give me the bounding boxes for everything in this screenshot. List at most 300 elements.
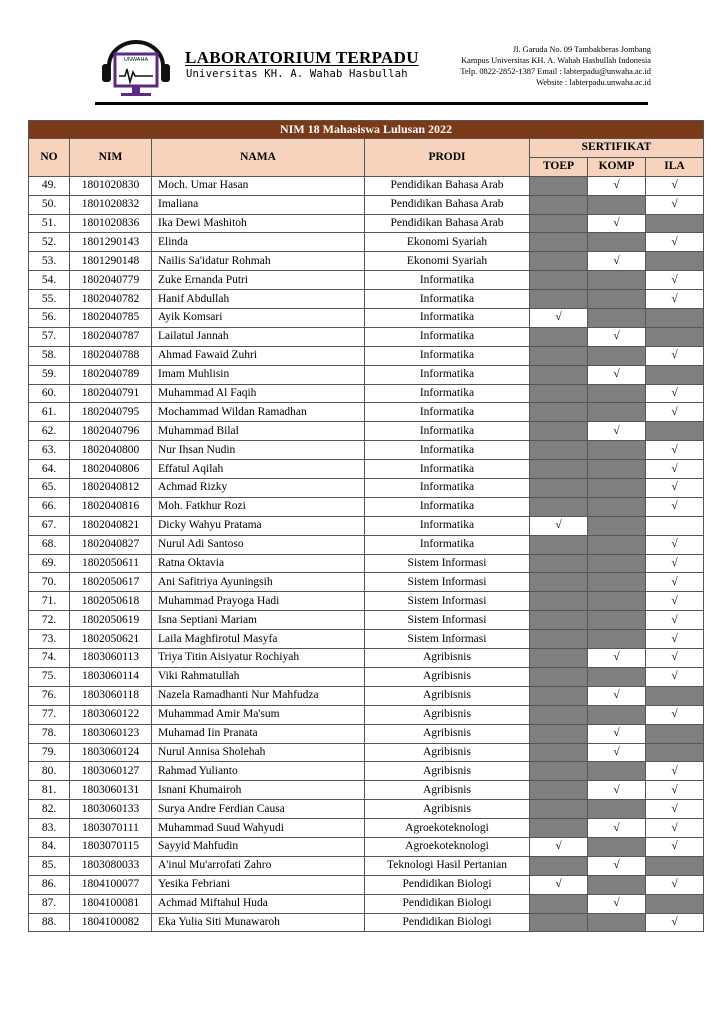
row-nim: 1802040789 [70, 365, 152, 384]
row-prodi: Agroekoteknologi [365, 837, 530, 856]
table-row [29, 233, 704, 252]
cert-ila-cell: √ [646, 290, 704, 309]
cert-ila-cell: √ [646, 611, 704, 630]
cert-ila-cell: √ [646, 441, 704, 460]
row-nim: 1802040795 [70, 403, 152, 422]
cert-ila-cell: √ [646, 384, 704, 403]
row-prodi: Informatika [365, 441, 530, 460]
cert-toep-cell [530, 497, 588, 516]
cert-komp-cell [588, 441, 646, 460]
row-prodi: Informatika [365, 516, 530, 535]
cert-komp-cell [588, 233, 646, 252]
table-row [29, 422, 704, 441]
cert-toep-cell [530, 762, 588, 781]
cert-komp-cell: √ [588, 724, 646, 743]
col-header-no: NO [29, 139, 70, 177]
table-row [29, 611, 704, 630]
row-name: Moch. Umar Hasan [152, 176, 365, 195]
cert-ila-cell: √ [646, 630, 704, 649]
cert-toep-cell [530, 441, 588, 460]
row-nim: 1801020830 [70, 176, 152, 195]
row-number: 86. [29, 875, 70, 894]
row-number: 79. [29, 743, 70, 762]
cert-ila-cell: √ [646, 176, 704, 195]
cert-ila-cell: √ [646, 837, 704, 856]
row-nim: 1803080033 [70, 856, 152, 875]
row-prodi: Agribisnis [365, 781, 530, 800]
col-header-ila: ILA [646, 157, 704, 176]
row-prodi: Informatika [365, 460, 530, 479]
row-name: Rahmad Yulianto [152, 762, 365, 781]
row-name: Imaliana [152, 195, 365, 214]
row-name: Isnani Khumairoh [152, 781, 365, 800]
cert-toep-cell [530, 290, 588, 309]
row-prodi: Agribisnis [365, 705, 530, 724]
cert-toep-cell [530, 781, 588, 800]
row-prodi: Sistem Informasi [365, 611, 530, 630]
row-nim: 1804100077 [70, 875, 152, 894]
row-number: 83. [29, 819, 70, 838]
cert-toep-cell [530, 384, 588, 403]
row-nim: 1802050618 [70, 592, 152, 611]
row-nim: 1802050611 [70, 554, 152, 573]
col-header-nama: NAMA [152, 139, 365, 177]
table-row [29, 309, 704, 328]
row-name: Isna Septiani Mariam [152, 611, 365, 630]
row-name: Ahmad Fawaid Zuhri [152, 346, 365, 365]
cert-ila-cell: √ [646, 554, 704, 573]
table-row [29, 479, 704, 498]
cert-komp-cell [588, 516, 646, 535]
cert-toep-cell: √ [530, 837, 588, 856]
row-number: 82. [29, 800, 70, 819]
cert-komp-cell [588, 762, 646, 781]
row-nim: 1801020832 [70, 195, 152, 214]
cert-ila-cell: √ [646, 479, 704, 498]
cert-ila-cell: √ [646, 403, 704, 422]
cert-toep-cell [530, 479, 588, 498]
cert-ila-cell [646, 422, 704, 441]
cert-toep-cell [530, 592, 588, 611]
cert-toep-cell [530, 365, 588, 384]
row-name: Effatul Aqilah [152, 460, 365, 479]
table-row [29, 195, 704, 214]
lab-title: LABORATORIUM TERPADU [185, 48, 419, 67]
cert-toep-cell [530, 554, 588, 573]
cert-ila-cell: √ [646, 649, 704, 668]
row-number: 70. [29, 573, 70, 592]
row-number: 59. [29, 365, 70, 384]
address-line: Jl. Garuda No. 09 Tambakberas Jombang [512, 45, 651, 54]
website-line: Website : labterpadu.unwaha.ac.id [536, 78, 651, 87]
row-name: Imam Muhlisin [152, 365, 365, 384]
cert-komp-cell: √ [588, 743, 646, 762]
cert-komp-cell [588, 573, 646, 592]
row-name: Muhammad Al Faqih [152, 384, 365, 403]
col-header-nim: NIM [70, 139, 152, 177]
cert-komp-cell: √ [588, 252, 646, 271]
row-name: Lailatul Jannah [152, 327, 365, 346]
row-name: Nurul Adi Santoso [152, 535, 365, 554]
cert-komp-cell: √ [588, 327, 646, 346]
cert-toep-cell [530, 403, 588, 422]
cert-toep-cell [530, 195, 588, 214]
row-prodi: Informatika [365, 403, 530, 422]
table-row [29, 252, 704, 271]
row-prodi: Informatika [365, 365, 530, 384]
row-nim: 1802040796 [70, 422, 152, 441]
table-row [29, 497, 704, 516]
cert-ila-cell: √ [646, 592, 704, 611]
cert-komp-cell [588, 535, 646, 554]
row-name: Dicky Wahyu Pratama [152, 516, 365, 535]
table-row [29, 686, 704, 705]
cert-komp-cell: √ [588, 894, 646, 913]
row-prodi: Informatika [365, 290, 530, 309]
row-nim: 1802040821 [70, 516, 152, 535]
row-name: Muhammad Suud Wahyudi [152, 819, 365, 838]
row-nim: 1802040785 [70, 309, 152, 328]
row-name: Nurul Annisa Sholehah [152, 743, 365, 762]
table-row [29, 592, 704, 611]
row-nim: 1803060127 [70, 762, 152, 781]
row-name: Eka Yulia Siti Munawaroh [152, 913, 365, 932]
cert-ila-cell: √ [646, 195, 704, 214]
row-prodi: Informatika [365, 346, 530, 365]
row-prodi: Agribisnis [365, 649, 530, 668]
row-name: Surya Andre Ferdian Causa [152, 800, 365, 819]
row-prodi: Agribisnis [365, 743, 530, 762]
table-row [29, 327, 704, 346]
cert-toep-cell: √ [530, 309, 588, 328]
row-number: 81. [29, 781, 70, 800]
table-row [29, 365, 704, 384]
cert-komp-cell: √ [588, 649, 646, 668]
row-prodi: Agribisnis [365, 724, 530, 743]
row-prodi: Pendidikan Biologi [365, 875, 530, 894]
cert-komp-cell [588, 875, 646, 894]
cert-ila-cell [646, 516, 704, 535]
table-row [29, 705, 704, 724]
cert-toep-cell [530, 573, 588, 592]
row-nim: 1802040827 [70, 535, 152, 554]
cert-ila-cell: √ [646, 762, 704, 781]
cert-ila-cell [646, 724, 704, 743]
row-number: 57. [29, 327, 70, 346]
header-divider [95, 102, 648, 105]
cert-toep-cell [530, 535, 588, 554]
cert-komp-cell [588, 460, 646, 479]
row-prodi: Agroekoteknologi [365, 819, 530, 838]
cert-komp-cell [588, 346, 646, 365]
row-number: 84. [29, 837, 70, 856]
row-number: 65. [29, 479, 70, 498]
row-name: Ayik Komsari [152, 309, 365, 328]
cert-ila-cell [646, 856, 704, 875]
row-nim: 1803060123 [70, 724, 152, 743]
row-number: 49. [29, 176, 70, 195]
cert-komp-cell [588, 913, 646, 932]
cert-toep-cell [530, 630, 588, 649]
address-block [460, 44, 651, 88]
contact-line: Telp. 0822-2852-1387 Email : labterpadu@unwaha.ac.id [460, 67, 651, 76]
row-prodi: Pendidikan Biologi [365, 894, 530, 913]
row-name: Triya Titin Aisiyatur Rochiyah [152, 649, 365, 668]
table-title: NIM 18 Mahasiswa Lulusan 2022 [29, 121, 704, 139]
university-name: Universitas KH. A. Wahab Hasbullah [186, 68, 408, 80]
row-prodi: Informatika [365, 479, 530, 498]
address-line: Kampus Universitas KH. A. Wahab Hasbullah Indonesia [461, 56, 651, 65]
cert-ila-cell [646, 252, 704, 271]
row-number: 54. [29, 271, 70, 290]
row-nim: 1802040791 [70, 384, 152, 403]
cert-komp-cell: √ [588, 214, 646, 233]
table-row [29, 649, 704, 668]
row-number: 80. [29, 762, 70, 781]
graduates-table [28, 120, 704, 932]
cert-toep-cell [530, 856, 588, 875]
row-nim: 1802040787 [70, 327, 152, 346]
row-number: 69. [29, 554, 70, 573]
cert-toep-cell [530, 743, 588, 762]
row-prodi: Pendidikan Bahasa Arab [365, 176, 530, 195]
cert-toep-cell [530, 460, 588, 479]
row-number: 67. [29, 516, 70, 535]
row-prodi: Sistem Informasi [365, 630, 530, 649]
cert-komp-cell: √ [588, 422, 646, 441]
cert-ila-cell: √ [646, 913, 704, 932]
table-row [29, 290, 704, 309]
row-nim: 1803070115 [70, 837, 152, 856]
row-number: 62. [29, 422, 70, 441]
row-name: Muhammad Amir Ma'sum [152, 705, 365, 724]
row-name: Achmad Miftahul Huda [152, 894, 365, 913]
cert-ila-cell: √ [646, 819, 704, 838]
cert-toep-cell [530, 252, 588, 271]
row-prodi: Agribisnis [365, 667, 530, 686]
cert-komp-cell: √ [588, 819, 646, 838]
cert-komp-cell [588, 705, 646, 724]
table-row [29, 819, 704, 838]
table-row [29, 460, 704, 479]
table-row [29, 441, 704, 460]
cert-ila-cell [646, 894, 704, 913]
cert-komp-cell [588, 403, 646, 422]
row-prodi: Agribisnis [365, 686, 530, 705]
cert-toep-cell [530, 327, 588, 346]
table-row [29, 800, 704, 819]
row-nim: 1802040788 [70, 346, 152, 365]
row-nim: 1802040779 [70, 271, 152, 290]
cert-ila-cell: √ [646, 535, 704, 554]
row-name: Ika Dewi Mashitoh [152, 214, 365, 233]
cert-komp-cell: √ [588, 781, 646, 800]
table-row [29, 516, 704, 535]
row-name: Mochammad Wildan Ramadhan [152, 403, 365, 422]
cert-ila-cell [646, 327, 704, 346]
cert-komp-cell [588, 630, 646, 649]
row-number: 58. [29, 346, 70, 365]
row-number: 74. [29, 649, 70, 668]
cert-komp-cell [588, 195, 646, 214]
row-name: Nailis Sa'idatur Rohmah [152, 252, 365, 271]
row-prodi: Teknologi Hasil Pertanian [365, 856, 530, 875]
row-number: 77. [29, 705, 70, 724]
row-name: Muhammad Bilal [152, 422, 365, 441]
row-name: Moh. Fatkhur Rozi [152, 497, 365, 516]
table-row [29, 875, 704, 894]
row-number: 51. [29, 214, 70, 233]
cert-ila-cell: √ [646, 271, 704, 290]
row-nim: 1803060124 [70, 743, 152, 762]
cert-komp-cell [588, 592, 646, 611]
cert-ila-cell: √ [646, 460, 704, 479]
cert-ila-cell [646, 743, 704, 762]
cert-toep-cell [530, 176, 588, 195]
row-prodi: Agribisnis [365, 800, 530, 819]
row-name: Nur Ihsan Nudin [152, 441, 365, 460]
row-number: 56. [29, 309, 70, 328]
table-row [29, 403, 704, 422]
table-row [29, 667, 704, 686]
table-row [29, 724, 704, 743]
row-nim: 1803070111 [70, 819, 152, 838]
table-row [29, 346, 704, 365]
row-name: Elinda [152, 233, 365, 252]
cert-toep-cell [530, 271, 588, 290]
cert-ila-cell: √ [646, 667, 704, 686]
row-nim: 1801020836 [70, 214, 152, 233]
row-nim: 1802040806 [70, 460, 152, 479]
table-row [29, 894, 704, 913]
table-row [29, 384, 704, 403]
cert-toep-cell [530, 346, 588, 365]
cert-toep-cell [530, 611, 588, 630]
cert-toep-cell [530, 724, 588, 743]
cert-ila-cell: √ [646, 346, 704, 365]
row-name: Hanif Abdullah [152, 290, 365, 309]
row-name: A'inul Mu'arrofati Zahro [152, 856, 365, 875]
row-prodi: Informatika [365, 384, 530, 403]
row-nim: 1802050619 [70, 611, 152, 630]
cert-ila-cell: √ [646, 573, 704, 592]
cert-toep-cell [530, 686, 588, 705]
cert-ila-cell: √ [646, 781, 704, 800]
table-row [29, 535, 704, 554]
row-number: 76. [29, 686, 70, 705]
row-prodi: Agribisnis [365, 762, 530, 781]
col-header-komp: KOMP [588, 157, 646, 176]
cert-komp-cell [588, 497, 646, 516]
row-nim: 1802050617 [70, 573, 152, 592]
row-prodi: Informatika [365, 271, 530, 290]
row-prodi: Sistem Informasi [365, 573, 530, 592]
cert-toep-cell [530, 894, 588, 913]
row-prodi: Informatika [365, 327, 530, 346]
row-number: 64. [29, 460, 70, 479]
cert-toep-cell [530, 913, 588, 932]
table-row [29, 837, 704, 856]
row-number: 72. [29, 611, 70, 630]
table-row [29, 271, 704, 290]
cert-komp-cell: √ [588, 686, 646, 705]
cert-ila-cell: √ [646, 233, 704, 252]
table-row [29, 214, 704, 233]
letterhead [95, 30, 655, 110]
row-name: Zuke Ernanda Putri [152, 271, 365, 290]
row-prodi: Informatika [365, 309, 530, 328]
cert-toep-cell [530, 214, 588, 233]
cert-ila-cell [646, 365, 704, 384]
row-name: Nazela Ramadhanti Nur Mahfudza [152, 686, 365, 705]
row-number: 71. [29, 592, 70, 611]
table-row [29, 743, 704, 762]
row-nim: 1802040782 [70, 290, 152, 309]
cert-toep-cell [530, 705, 588, 724]
cert-komp-cell [588, 384, 646, 403]
cert-komp-cell [588, 290, 646, 309]
row-prodi: Informatika [365, 535, 530, 554]
row-nim: 1803060122 [70, 705, 152, 724]
table-row [29, 913, 704, 932]
row-number: 55. [29, 290, 70, 309]
row-number: 52. [29, 233, 70, 252]
row-nim: 1802040800 [70, 441, 152, 460]
cert-toep-cell [530, 800, 588, 819]
row-name: Sayyid Mahfudin [152, 837, 365, 856]
cert-toep-cell [530, 819, 588, 838]
row-number: 85. [29, 856, 70, 875]
cert-ila-cell: √ [646, 875, 704, 894]
row-name: Ratna Oktavia [152, 554, 365, 573]
row-nim: 1801290143 [70, 233, 152, 252]
cert-komp-cell: √ [588, 176, 646, 195]
table-row [29, 630, 704, 649]
cert-toep-cell: √ [530, 516, 588, 535]
row-number: 61. [29, 403, 70, 422]
row-nim: 1803060118 [70, 686, 152, 705]
table-row [29, 762, 704, 781]
row-name: Viki Rahmatullah [152, 667, 365, 686]
row-prodi: Pendidikan Bahasa Arab [365, 214, 530, 233]
cert-komp-cell: √ [588, 856, 646, 875]
row-name: Muhammad Prayoga Hadi [152, 592, 365, 611]
cert-ila-cell: √ [646, 497, 704, 516]
table-row [29, 781, 704, 800]
row-prodi: Ekonomi Syariah [365, 252, 530, 271]
row-number: 63. [29, 441, 70, 460]
row-number: 50. [29, 195, 70, 214]
cert-toep-cell [530, 667, 588, 686]
cert-toep-cell [530, 649, 588, 668]
cert-komp-cell [588, 271, 646, 290]
row-number: 88. [29, 913, 70, 932]
row-number: 78. [29, 724, 70, 743]
cert-komp-cell [588, 554, 646, 573]
cert-komp-cell: √ [588, 365, 646, 384]
cert-ila-cell [646, 309, 704, 328]
row-nim: 1803060131 [70, 781, 152, 800]
row-number: 75. [29, 667, 70, 686]
row-prodi: Sistem Informasi [365, 554, 530, 573]
row-number: 87. [29, 894, 70, 913]
cert-komp-cell [588, 667, 646, 686]
cert-ila-cell: √ [646, 705, 704, 724]
row-prodi: Pendidikan Bahasa Arab [365, 195, 530, 214]
logo-wordmark: UNWAHA [123, 57, 149, 63]
row-prodi: Informatika [365, 422, 530, 441]
row-name: Ani Safitriya Ayuningsih [152, 573, 365, 592]
